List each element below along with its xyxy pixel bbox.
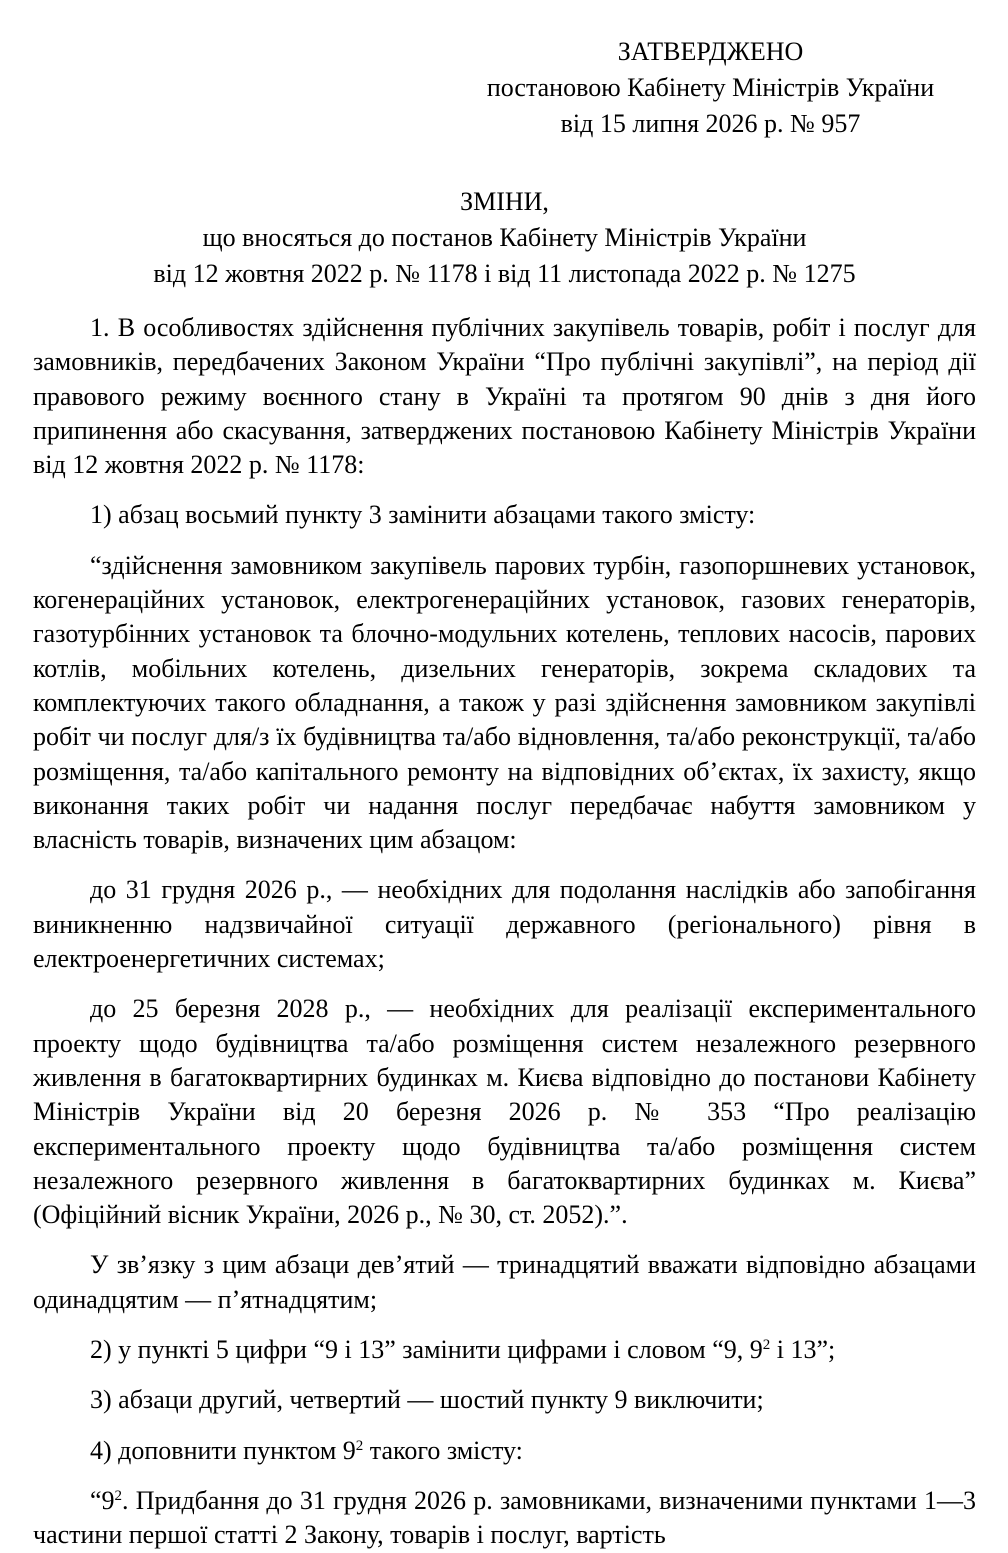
approval-date: від 15 липня 2026 р. № 957 — [560, 109, 861, 138]
paragraph-7-text: 2) у пункті 5 цифри “9 і 13” замінити цифрами і словом “9, 9 — [90, 1335, 763, 1365]
paragraph-9 — [33, 1434, 976, 1468]
approval-authority: постановою Кабінету Міністрів України — [486, 73, 935, 102]
paragraph-10-text: “9 — [90, 1485, 115, 1515]
document-subtitle-line-2: від 12 жовтня 2022 р. № 1178 і від 11 листопада 2022 р. № 1275 — [153, 259, 856, 288]
paragraph-3: “здійснення замовником закупівель парових турбін, газопоршневих установок, когенераційних установок, електрогенераційних установок, газових генераторів, газотурбінних установок та блочно-модульних котелень, теплових насосів, парових котлів, мобільних котелень, дизельних генераторів, зокрема складових та комплектуючих такого обладнання, а також у разі здійснення замовником закупівлі робіт чи послуг для/з їх будівництва та/або відновлення, та/або реконструкції, та/або розміщення, та/або капітального ремонту на відповідних об’єктах, їх захисту, якщо виконання таких робіт чи надання послуг передбачає набуття замовником у власність товарів, визначених цим абзацом: — [33, 550, 976, 855]
paragraph-10 — [33, 1484, 976, 1553]
paragraph-10-text-end: . Придбання до 31 грудня 2026 р. замовниками, визначеними пунктами 1—3 частини першої статті 2 Закону, товарів і послуг, вартість — [33, 1485, 976, 1550]
paragraph-1: 1. В особливостях здійснення публічних закупівель товарів, робіт і послуг для замовників, передбачених Законом України “Про публічні закупівлі”, на період дії правового режиму воєнного стану в Україні та протягом 90 днів з дня його припинення або скасування, затверджених постановою Кабінету Міністрів України від 12 жовтня 2022 р. № 1178: — [33, 313, 976, 480]
paragraph-2: 1) абзац восьмий пункту 3 замінити абзацами такого змісту: — [90, 500, 756, 530]
document-subtitle-line-1: що вносяться до постанов Кабінету Міністрів України — [202, 223, 807, 252]
paragraph-8: 3) абзаци другий, четвертий — шостий пункту 9 виключити; — [90, 1385, 764, 1415]
superscript: 2 — [355, 1437, 364, 1454]
paragraph-7-text-end: і 13”; — [770, 1335, 836, 1365]
superscript: 2 — [762, 1337, 771, 1354]
paragraph-9-text-end: такого змісту: — [363, 1435, 523, 1465]
paragraph-9-text: 4) доповнити пунктом 9 — [90, 1435, 356, 1465]
superscript: 2 — [114, 1487, 123, 1504]
paragraph-7 — [33, 1333, 976, 1367]
document-heading — [33, 184, 976, 292]
document-title: ЗМІНИ, — [460, 187, 549, 216]
document-body — [33, 311, 976, 1553]
approval-stamp — [458, 34, 963, 142]
paragraph-4: до 31 грудня 2026 р., — необхідних для подолання наслідків або запобігання виникненню надзвичайної ситуації державного (регіонального) рівня в електроенергетичних системах; — [33, 875, 976, 974]
paragraph-5: до 25 березня 2028 р., — необхідних для реалізації експериментального проекту щодо будівництва та/або розміщення систем незалежного резервного живлення в багатоквартирних будинках м. Києва відповідно до постанови Кабінету Міністрів України від 20 березня 2026 р. № 353 “Про реалізацію експериментального проекту щодо будівництва та/або розміщення систем незалежного резервного живлення в багатоквартирних будинках м. Києва” (Офіційний вісник України, 2026 р., № 30, ст. 2052).”. — [33, 994, 976, 1230]
paragraph-6: У зв’язку з цим абзаци дев’ятий — тринадцятий вважати відповідно абзацами одинадцятим — п’ятнадцятим; — [33, 1250, 976, 1314]
approval-label: ЗАТВЕРДЖЕНО — [617, 37, 804, 66]
